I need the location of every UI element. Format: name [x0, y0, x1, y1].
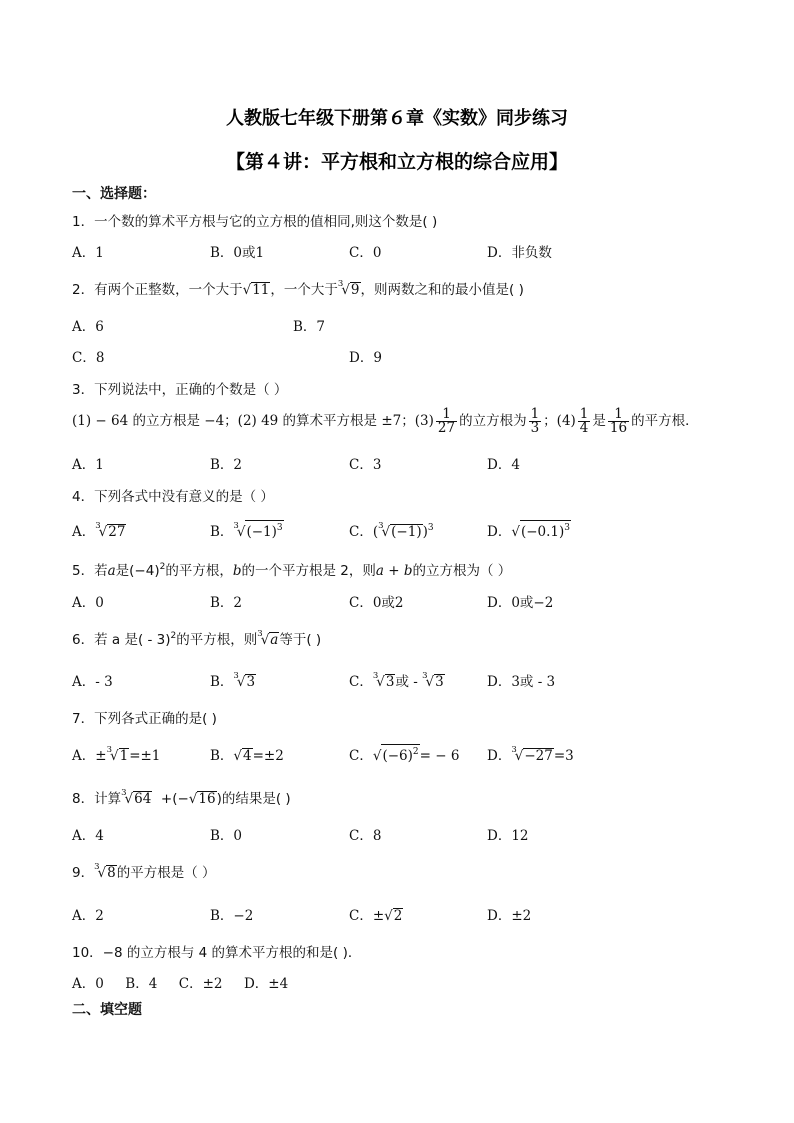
- q1-option-b: B．0或1: [210, 245, 265, 261]
- q1-option-a: A．1: [72, 245, 104, 261]
- q2-option-c: C．8: [72, 350, 105, 366]
- q6-option-d: D．3或 - 3: [487, 674, 556, 690]
- q8-option-c: C．8: [349, 828, 382, 844]
- q5-option-b: B．2: [210, 595, 243, 611]
- q2-option-a: A．6: [72, 319, 104, 335]
- q7-option-c: C．$√(-6)^2= - 6$: [349, 744, 459, 764]
- q6-option-a: A．- 3: [72, 674, 113, 690]
- worksheet-title: 人教版七年级下册第６章《实数》同步练习: [226, 108, 568, 129]
- q8-option-a: A．4: [72, 828, 104, 844]
- question-6-stem: 6．若 a 是( - 3)$^2$的平方根，则$^3$√a等于( ): [72, 629, 322, 648]
- q2-option-b: B．7: [293, 319, 326, 335]
- question-10-stem: 10．−8 的立方根与 4 的算术平方根的和是( )．: [72, 945, 362, 961]
- q9-option-d: D．±2: [487, 908, 532, 924]
- q3-option-c: C．3: [349, 457, 382, 473]
- q1-option-c: C．0: [349, 245, 382, 261]
- q7-option-a: A．±$^3$√1=±1: [72, 745, 161, 764]
- q2-option-d: D．9: [349, 350, 382, 366]
- q9-option-b: B．−2: [210, 908, 254, 924]
- q5-option-a: A．0: [72, 595, 104, 611]
- q8-option-d: D．12: [487, 828, 529, 844]
- question-9-stem: 9．$^3$√8的平方根是（ ）: [72, 862, 216, 881]
- q4-option-c: C．$(^3√(-1))^3$: [349, 521, 434, 540]
- q7-option-b: B．√4=±2: [210, 748, 284, 764]
- q4-option-d: D．$√(-0.1)^3$: [487, 520, 571, 540]
- q6-option-c: C．$^3$√3或 - $^3$√3: [349, 671, 444, 690]
- q9-option-c: C．±√2: [349, 908, 403, 924]
- q1-option-d: D．非负数: [487, 245, 552, 261]
- question-3-statements: (1) − 64 的立方根是 −4；(2) 49 的算术平方根是 ±7；(3) $\frac{1}{27}$ 的立方根为 $\frac{1}{3}$ ；(4) $\frac{1}{4}$ 是 $\frac{1}{16}$ 的平方根．: [72, 406, 699, 436]
- question-8-stem: 8．计算$^3$√64 +(−√16)的结果是( ): [72, 788, 291, 807]
- q6-option-b: B．$^3$√3: [210, 671, 256, 690]
- lesson-subtitle: 【第４讲：平方根和立方根的综合应用】: [225, 151, 568, 173]
- q3-option-d: D．4: [487, 457, 520, 473]
- section-heading-choice: 一、选择题：: [72, 186, 156, 202]
- q10-options: A．0 B．4 C．±2 D．±4: [72, 976, 289, 992]
- q3-option-a: A．1: [72, 457, 104, 473]
- q9-option-a: A．2: [72, 908, 104, 924]
- question-3-stem: 3．下列说法中，正确的个数是（ ）: [72, 382, 288, 398]
- question-1-stem: 1．一个数的算术平方根与它的立方根的值相同,则这个数是( ): [72, 214, 438, 230]
- q4-option-a: A．$^3$√27: [72, 521, 126, 540]
- q4-option-b: B．$^3√(-1)^3$: [210, 521, 283, 540]
- question-2-stem: 2．有两个正整数，一个大于√11，一个大于$^3$√9，则两数之和的最小值是( ): [72, 279, 524, 298]
- q5-option-d: D．0或−2: [487, 595, 554, 611]
- section-heading-fill: 二、填空题: [72, 1002, 142, 1018]
- q7-option-d: D．$^3$√−27=3: [487, 745, 574, 764]
- q5-option-c: C．0或2: [349, 595, 404, 611]
- question-7-stem: 7．下列各式正确的是( ): [72, 711, 217, 727]
- question-4-stem: 4．下列各式中没有意义的是（ ）: [72, 489, 274, 505]
- q3-option-b: B．2: [210, 457, 243, 473]
- q8-option-b: B．0: [210, 828, 243, 844]
- question-5-stem: 5．若a是$(-4)^2$的平方根，b的一个平方根是 2，则a + b的立方根为（ ）: [72, 562, 512, 579]
